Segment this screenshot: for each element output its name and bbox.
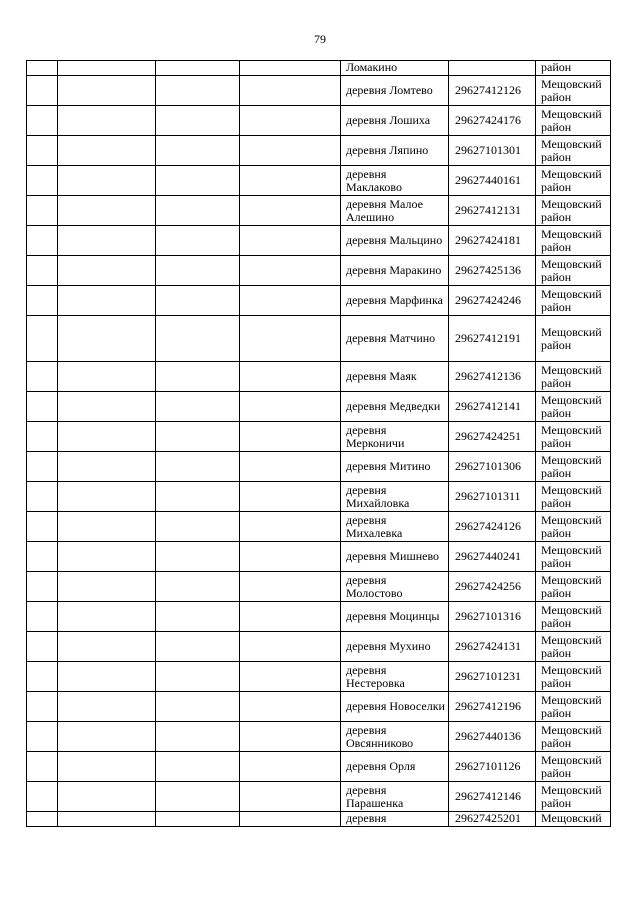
- cell-blank: [156, 226, 240, 256]
- cell-number: [27, 136, 58, 166]
- cell-oktmo-code: 29627424176: [449, 106, 536, 136]
- cell-number: [27, 722, 58, 752]
- cell-blank: [58, 136, 156, 166]
- cell-oktmo-code: 29627101231: [449, 662, 536, 692]
- table-row: [27, 662, 611, 692]
- cell-oktmo-code: 29627101306: [449, 452, 536, 482]
- page-number: 79: [314, 32, 326, 46]
- table-row: [27, 602, 611, 632]
- cell-blank: [58, 106, 156, 136]
- cell-settlement-name: деревня Овсянниково: [341, 722, 449, 752]
- cell-blank: [240, 452, 341, 482]
- cell-settlement-name: деревня Ломтево: [341, 76, 449, 106]
- cell-oktmo-code: 29627412146: [449, 782, 536, 812]
- cell-blank: [156, 316, 240, 362]
- cell-blank: [156, 256, 240, 286]
- cell-blank: [58, 226, 156, 256]
- cell-blank: [240, 226, 341, 256]
- cell-blank: [58, 76, 156, 106]
- cell-blank: [240, 61, 341, 76]
- cell-settlement-name: деревня Моцинцы: [341, 602, 449, 632]
- cell-district: Мещовский район: [536, 422, 611, 452]
- cell-district: Мещовский район: [536, 76, 611, 106]
- cell-blank: [240, 256, 341, 286]
- cell-blank: [156, 422, 240, 452]
- cell-district: Мещовский район: [536, 196, 611, 226]
- cell-number: [27, 812, 58, 827]
- cell-number: [27, 782, 58, 812]
- table-row: [27, 692, 611, 722]
- cell-blank: [58, 482, 156, 512]
- cell-blank: [240, 106, 341, 136]
- cell-blank: [58, 812, 156, 827]
- cell-settlement-name: деревня Медведки: [341, 392, 449, 422]
- cell-blank: [58, 692, 156, 722]
- cell-settlement-name: деревня Малое Алешино: [341, 196, 449, 226]
- cell-oktmo-code: 29627412126: [449, 76, 536, 106]
- cell-district: Мещовский район: [536, 316, 611, 362]
- cell-number: [27, 226, 58, 256]
- cell-number: [27, 256, 58, 286]
- cell-oktmo-code: 29627424251: [449, 422, 536, 452]
- table-row: [27, 392, 611, 422]
- table-row: [27, 226, 611, 256]
- cell-blank: [240, 362, 341, 392]
- cell-oktmo-code: 29627412191: [449, 316, 536, 362]
- cell-blank: [240, 286, 341, 316]
- cell-district: Мещовский район: [536, 752, 611, 782]
- cell-district: Мещовский район: [536, 392, 611, 422]
- cell-blank: [240, 542, 341, 572]
- cell-district: Мещовский район: [536, 782, 611, 812]
- cell-blank: [156, 632, 240, 662]
- cell-blank: [156, 722, 240, 752]
- cell-blank: [58, 286, 156, 316]
- cell-oktmo-code: 29627101311: [449, 482, 536, 512]
- cell-blank: [240, 392, 341, 422]
- table-row: [27, 196, 611, 226]
- table-row: [27, 452, 611, 482]
- cell-blank: [240, 422, 341, 452]
- cell-district: Мещовский район: [536, 256, 611, 286]
- cell-blank: [58, 752, 156, 782]
- cell-oktmo-code: 29627412136: [449, 362, 536, 392]
- cell-district: Мещовский район: [536, 482, 611, 512]
- cell-number: [27, 196, 58, 226]
- cell-oktmo-code: 29627101316: [449, 602, 536, 632]
- cell-blank: [58, 542, 156, 572]
- cell-blank: [240, 316, 341, 362]
- cell-blank: [240, 782, 341, 812]
- cell-settlement-name: деревня Маракино: [341, 256, 449, 286]
- cell-district: Мещовский район: [536, 692, 611, 722]
- cell-blank: [156, 286, 240, 316]
- cell-blank: [240, 752, 341, 782]
- cell-district: Мещовский район: [536, 662, 611, 692]
- table-row: [27, 482, 611, 512]
- cell-blank: [156, 196, 240, 226]
- cell-blank: [58, 452, 156, 482]
- cell-number: [27, 76, 58, 106]
- cell-blank: [58, 782, 156, 812]
- cell-number: [27, 482, 58, 512]
- cell-blank: [156, 512, 240, 542]
- cell-settlement-name: деревня Новоселки: [341, 692, 449, 722]
- table-row: [27, 422, 611, 452]
- cell-oktmo-code: 29627424256: [449, 572, 536, 602]
- cell-district: Мещовский район: [536, 542, 611, 572]
- cell-blank: [156, 752, 240, 782]
- cell-number: [27, 572, 58, 602]
- cell-number: [27, 106, 58, 136]
- cell-settlement-name: деревня Михалевка: [341, 512, 449, 542]
- table-row: [27, 722, 611, 752]
- cell-number: [27, 422, 58, 452]
- cell-district: Мещовский район: [536, 512, 611, 542]
- cell-number: [27, 166, 58, 196]
- cell-blank: [156, 76, 240, 106]
- cell-blank: [58, 422, 156, 452]
- cell-oktmo-code: 29627440161: [449, 166, 536, 196]
- cell-number: [27, 662, 58, 692]
- cell-oktmo-code: 29627101301: [449, 136, 536, 166]
- cell-blank: [156, 362, 240, 392]
- cell-settlement-name: деревня Орля: [341, 752, 449, 782]
- cell-district: Мещовский район: [536, 632, 611, 662]
- cell-blank: [240, 482, 341, 512]
- cell-settlement-name: деревня Митино: [341, 452, 449, 482]
- cell-settlement-name: деревня Парашенка: [341, 782, 449, 812]
- cell-number: [27, 512, 58, 542]
- cell-blank: [58, 572, 156, 602]
- cell-blank: [156, 136, 240, 166]
- cell-oktmo-code: 29627412131: [449, 196, 536, 226]
- cell-blank: [240, 166, 341, 196]
- cell-blank: [58, 392, 156, 422]
- cell-oktmo-code: 29627425136: [449, 256, 536, 286]
- cell-oktmo-code: 29627424181: [449, 226, 536, 256]
- cell-blank: [240, 572, 341, 602]
- cell-settlement-name: деревня Матчино: [341, 316, 449, 362]
- settlement-register-table: [26, 60, 611, 827]
- cell-oktmo-code: 29627425201: [449, 812, 536, 827]
- cell-oktmo-code: 29627101126: [449, 752, 536, 782]
- cell-number: [27, 632, 58, 662]
- cell-blank: [58, 316, 156, 362]
- table-row: [27, 512, 611, 542]
- cell-settlement-name: деревня Мишнево: [341, 542, 449, 572]
- table-row: [27, 166, 611, 196]
- cell-blank: [58, 61, 156, 76]
- cell-number: [27, 392, 58, 422]
- cell-blank: [156, 602, 240, 632]
- cell-blank: [240, 662, 341, 692]
- cell-district: Мещовский район: [536, 226, 611, 256]
- cell-settlement-name: деревня Ляпино: [341, 136, 449, 166]
- cell-number: [27, 542, 58, 572]
- cell-settlement-name: Ломакино: [341, 61, 449, 76]
- cell-oktmo-code: 29627412141: [449, 392, 536, 422]
- table-row: [27, 286, 611, 316]
- table-row: [27, 362, 611, 392]
- cell-settlement-name: деревня Нестеровка: [341, 662, 449, 692]
- cell-blank: [58, 662, 156, 692]
- cell-blank: [240, 196, 341, 226]
- cell-blank: [156, 572, 240, 602]
- table-row: [27, 76, 611, 106]
- cell-district: Мещовский район: [536, 602, 611, 632]
- cell-blank: [240, 722, 341, 752]
- table-row: [27, 136, 611, 166]
- table-row: [27, 106, 611, 136]
- cell-settlement-name: деревня Маклаково: [341, 166, 449, 196]
- cell-blank: [156, 692, 240, 722]
- cell-blank: [58, 362, 156, 392]
- cell-settlement-name: деревня Марфинка: [341, 286, 449, 316]
- table-row: [27, 256, 611, 286]
- cell-blank: [58, 166, 156, 196]
- cell-blank: [240, 512, 341, 542]
- cell-number: [27, 362, 58, 392]
- cell-blank: [156, 166, 240, 196]
- cell-number: [27, 286, 58, 316]
- cell-settlement-name: деревня: [341, 812, 449, 827]
- cell-blank: [156, 392, 240, 422]
- cell-number: [27, 61, 58, 76]
- cell-number: [27, 602, 58, 632]
- cell-settlement-name: деревня Лошиха: [341, 106, 449, 136]
- cell-district: Мещовский район: [536, 286, 611, 316]
- cell-district: Мещовский район: [536, 722, 611, 752]
- cell-number: [27, 692, 58, 722]
- cell-blank: [240, 602, 341, 632]
- table-row: [27, 61, 611, 76]
- cell-oktmo-code: 29627440136: [449, 722, 536, 752]
- cell-blank: [58, 196, 156, 226]
- cell-settlement-name: деревня Маяк: [341, 362, 449, 392]
- table-row: [27, 812, 611, 827]
- cell-district: Мещовский район: [536, 572, 611, 602]
- cell-blank: [240, 692, 341, 722]
- cell-blank: [156, 542, 240, 572]
- cell-blank: [156, 452, 240, 482]
- cell-blank: [240, 76, 341, 106]
- table-row: [27, 632, 611, 662]
- table-row: [27, 752, 611, 782]
- cell-district: Мещовский район: [536, 136, 611, 166]
- cell-district: Мещовский район: [536, 452, 611, 482]
- cell-settlement-name: деревня Мерконичи: [341, 422, 449, 452]
- cell-blank: [156, 482, 240, 512]
- table-body: [27, 61, 611, 827]
- cell-blank: [240, 812, 341, 827]
- cell-settlement-name: деревня Мухино: [341, 632, 449, 662]
- cell-blank: [156, 812, 240, 827]
- table-row: [27, 542, 611, 572]
- cell-blank: [240, 136, 341, 166]
- table-row: [27, 316, 611, 362]
- cell-oktmo-code: 29627424131: [449, 632, 536, 662]
- cell-blank: [156, 61, 240, 76]
- cell-blank: [240, 632, 341, 662]
- cell-district: Мещовский район: [536, 362, 611, 392]
- cell-blank: [156, 106, 240, 136]
- cell-number: [27, 452, 58, 482]
- cell-district: Мещовский: [536, 812, 611, 827]
- table-row: [27, 782, 611, 812]
- cell-number: [27, 752, 58, 782]
- cell-district: Мещовский район: [536, 166, 611, 196]
- cell-settlement-name: деревня Мальцино: [341, 226, 449, 256]
- cell-oktmo-code: 29627424126: [449, 512, 536, 542]
- cell-oktmo-code: [449, 61, 536, 76]
- cell-number: [27, 316, 58, 362]
- cell-blank: [156, 782, 240, 812]
- cell-blank: [58, 512, 156, 542]
- cell-blank: [58, 632, 156, 662]
- table-row: [27, 572, 611, 602]
- cell-oktmo-code: 29627412196: [449, 692, 536, 722]
- cell-oktmo-code: 29627424246: [449, 286, 536, 316]
- cell-district: Мещовский район: [536, 106, 611, 136]
- cell-blank: [58, 256, 156, 286]
- cell-blank: [58, 722, 156, 752]
- cell-oktmo-code: 29627440241: [449, 542, 536, 572]
- cell-settlement-name: деревня Молостово: [341, 572, 449, 602]
- cell-blank: [58, 602, 156, 632]
- cell-settlement-name: деревня Михайловка: [341, 482, 449, 512]
- cell-district: район: [536, 61, 611, 76]
- cell-blank: [156, 662, 240, 692]
